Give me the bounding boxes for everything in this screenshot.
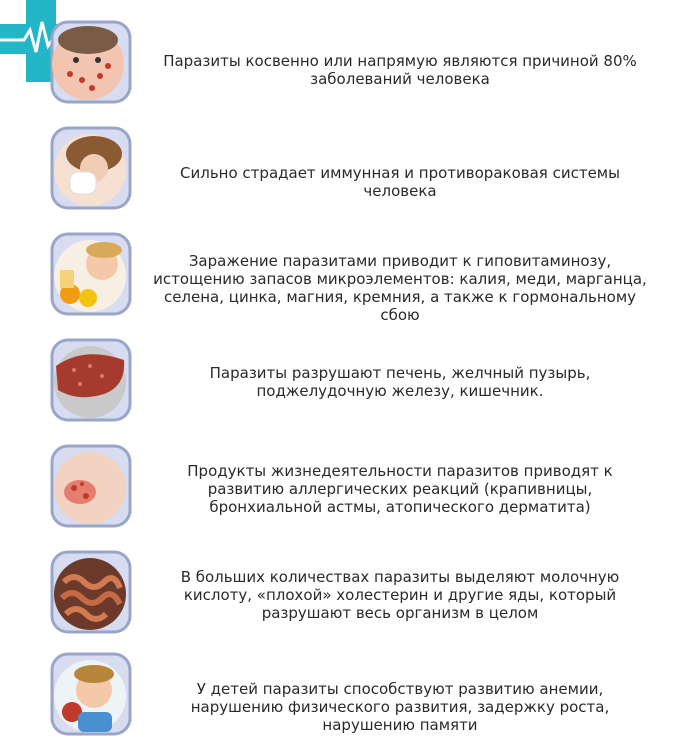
child-apple-icon: [44, 650, 134, 740]
intestines-icon: [44, 548, 134, 638]
skin-rash-icon: [44, 442, 134, 532]
list-item: [0, 226, 676, 330]
list-item: [0, 438, 676, 542]
sick-face-icon: [44, 18, 134, 108]
item-text: Паразиты разрушают печень, желчный пузырь, поджелудочную железу, кишечник.: [209, 364, 591, 400]
item-text: Паразиты косвенно или напрямую являются причиной 80% заболеваний человека: [163, 52, 637, 88]
item-text: В больших количествах паразиты выделяют молочную кислоту, «плохой» холестерин и другие яды, который разрушают весь организм в целом: [180, 568, 620, 622]
item-text: Заражение паразитами приводит к гиповитаминозу, истощению запасов микроэлементов: калия, меди, марганца, селена, цинка, магния, кремния, а также к гормональному сбою: [153, 252, 647, 324]
liver-icon: [44, 336, 134, 426]
woman-tissue-icon: [44, 124, 134, 214]
list-item: [0, 646, 676, 750]
item-text: У детей паразиты способствуют развитию анемии, нарушению физического развития, задержку роста, нарушению памяти: [190, 680, 610, 734]
list-item: [0, 14, 676, 118]
item-text: Сильно страдает иммунная и противораковая системы человека: [180, 164, 620, 200]
child-oranges-icon: [44, 230, 134, 320]
list-item: [0, 332, 676, 436]
list-item: [0, 544, 676, 648]
list-item: [0, 120, 676, 224]
item-text: Продукты жизнедеятельности паразитов приводят к развитию аллергических реакций (крапивницы, бронхиальной астмы, атопического дерматита): [187, 462, 613, 516]
